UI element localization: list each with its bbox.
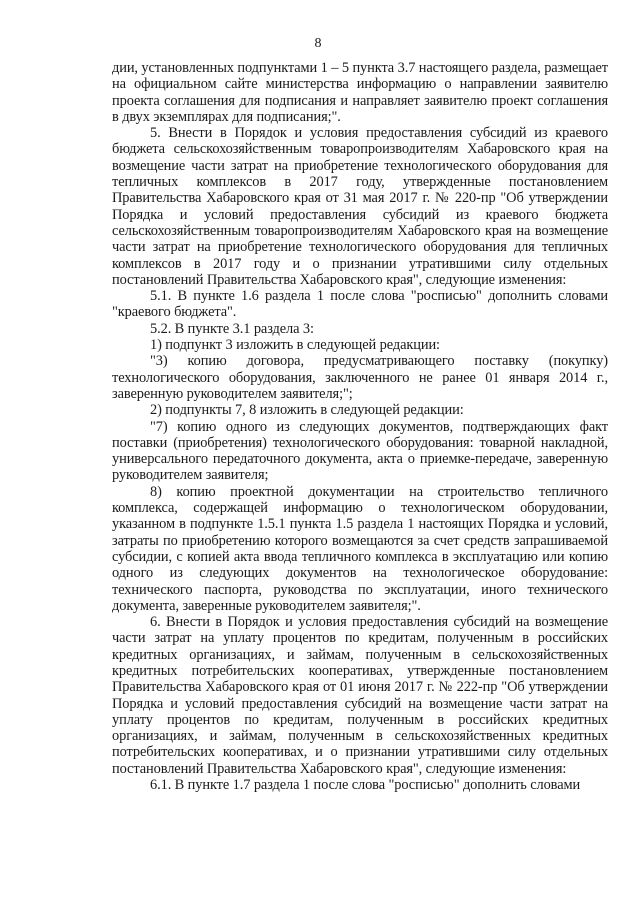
page-number: 8 <box>314 36 322 51</box>
paragraph-item-6: 6. Внести в Порядок и условия предоставления субсидий на возмещение части затрат на уплату процентов по кредитам, полученным в российских кредитных организациях, и займам, полученным в сельскохозяйственных кредитных потребительских кооперативах, утвержденные постановлением Правительства Хабаровского края от 01 июня 2017 г. № 222-пр "Об утверждении Порядка и условий предоставления субсидий на возмещение части затрат на уплату процентов по кредитам, полученным в российских кредитных организациях, и займам, полученным в сельскохозяйственных кредитных потребительских кооперативах, и о признании утратившими силу отдельных постановлений Правительства Хабаровского края", следующие изменения: <box>112 614 608 777</box>
paragraph-continuation: дии, установленных подпунктами 1 – 5 пункта 3.7 настоящего раздела, размещает на официальном сайте министерства информацию о направлении заявителю проекта соглашения для подписания и направляет заявителю проект соглашения в двух экземплярах для подписания;". <box>112 60 608 125</box>
paragraph-quote-7: "7) копию одного из следующих документов, подтверждающих факт поставки (приобретения) технологического оборудования: товарной накладной, универсального передаточного документа, акта о приемке-передаче, заверенную руководителем заявителя; <box>112 418 608 484</box>
paragraph-item-5: 5. Внести в Порядок и условия предоставления субсидий из краевого бюджета сельскохозяйственным товаропроизводителям Хабаровского края на возмещение части затрат на приобретение технологического оборудования для тепличных комплексов в 2017 году, утвержденные постановлением Правительства Хабаровского края от 31 мая 2017 г. № 220-пр "Об утверждении Порядка и условий предоставления субсидий из краевого бюджета сельскохозяйственным товаропроизводителям Хабаровского края на возмещение части затрат на приобретение технологического оборудования для тепличных комплексов в 2017 году и о признании утратившими силу отдельных постановлений Правительства Хабаровского края", следующие изменения: <box>112 125 608 288</box>
paragraph-quote-3: "3) копию договора, предусматривающего поставку (покупку) технологического оборудования, заключенного не ранее 01 января 2014 г., заверенную руководителем заявителя;"; <box>112 353 608 402</box>
paragraph-subitem-2: 2) подпункты 7, 8 изложить в следующей редакции: <box>150 402 464 419</box>
paragraph-item-5-2: 5.2. В пункте 3.1 раздела 3: <box>150 320 314 337</box>
paragraph-item-6-1: 6.1. В пункте 1.7 раздела 1 после слова "росписью" дополнить словами <box>150 777 581 794</box>
paragraph-subitem-1: 1) подпункт 3 изложить в следующей редакции: <box>150 337 440 354</box>
paragraph-item-5-1: 5.1. В пункте 1.6 раздела 1 после слова "росписью" дополнить словами "краевого бюджета". <box>112 288 608 321</box>
paragraph-quote-8: 8) копию проектной документации на строительство тепличного комплекса, содержащей информацию о технологическом оборудовании, указанном в подпункте 1.5.1 пункта 1.5 раздела 1 настоящих Порядка и условий, затраты по приобретению которого возмещаются за счет средств запрашиваемой субсидии, с копией акта ввода тепличного комплекса в эксплуатацию или копию одного из следующих документов на технологическое оборудование: технического паспорта, руководства по эксплуатации, иного технического документа, заверенные руководителем заявителя;". <box>112 483 608 614</box>
document-body <box>112 60 608 793</box>
